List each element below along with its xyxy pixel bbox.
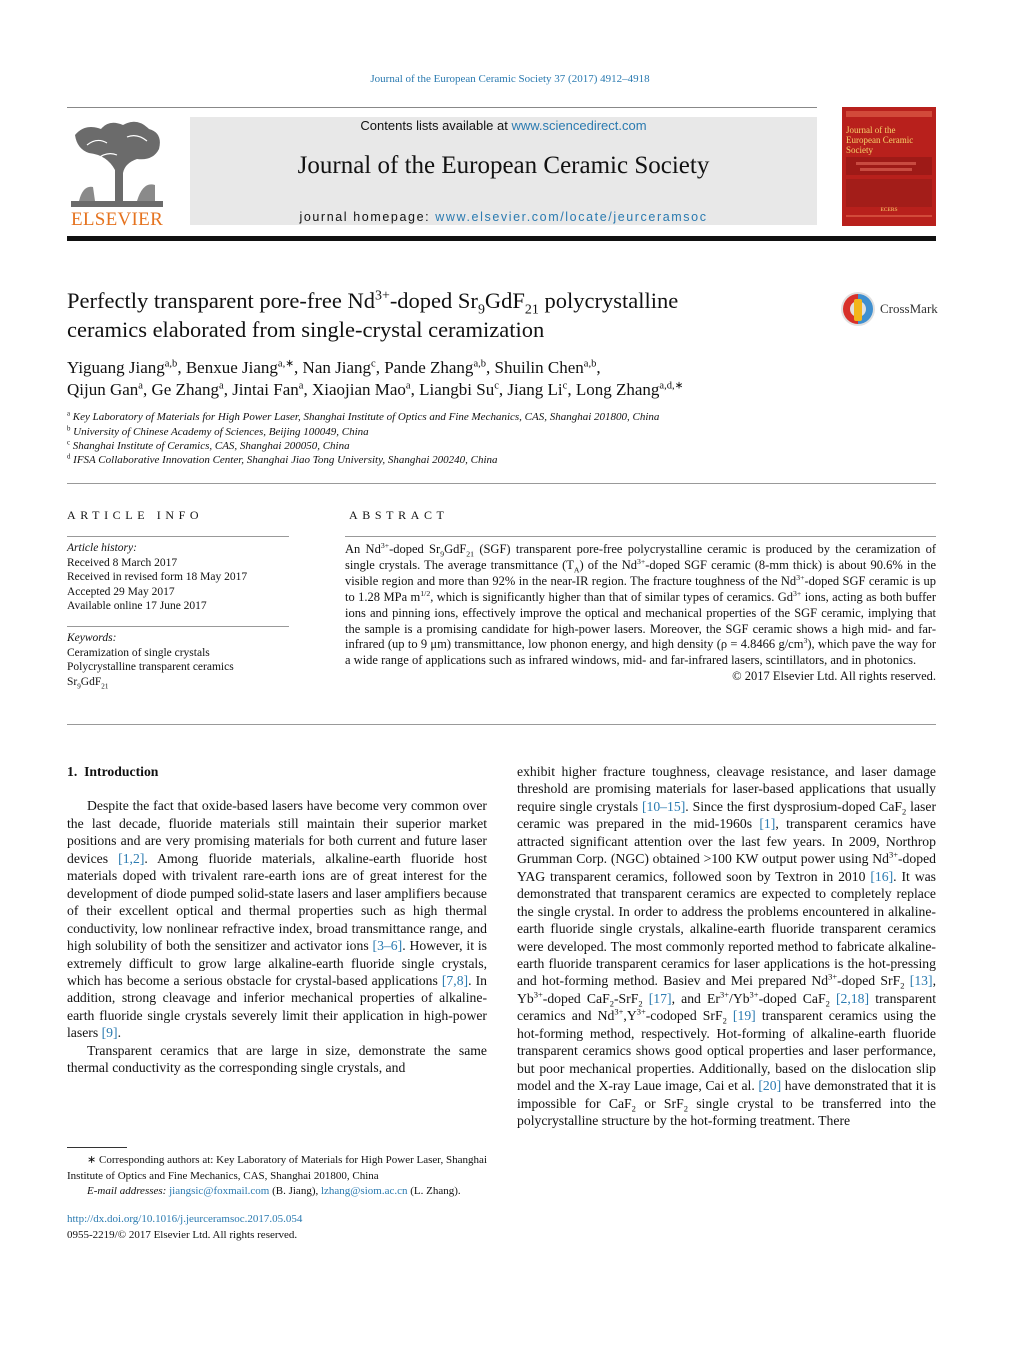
header-top-rule [67, 107, 817, 108]
affiliation-d: $^d$ IFSA Collaborative Innovation Center, Shanghai Jiao Tong University, Shanghai 200240, China [67, 453, 498, 466]
keywords-label: Keywords: [67, 632, 117, 644]
corresponding-author-footnote: ∗ Corresponding authors at: Key Laboratory of Materials for High Power Laser, Shanghai Institute of Optics and Fine Mechanics, CAS, Shanghai 201800, China E-mail addresses: jiangsic@foxmail.com (B. Jiang), lzhang@siom.ac.cn (L. Zhang). [67, 1154, 487, 1197]
body-column-left [67, 763, 487, 1077]
section-heading: 1. Introduction [67, 764, 159, 779]
crossmark-label: CrossMark [880, 301, 938, 316]
keyword-item: $Sr_9GdF_{21}$ [67, 675, 109, 691]
intro-paragraph-2-continued: exhibit higher fracture toughness, cleavage resistance, and laser damage threshold are promising materials for laser-based applications that usually require single crystals [10–15]. Since the first dysprosium-doped CaF$_2$ laser ceramic was prepared in the mid-1960s [1], transparent ceramics have attracted significant attention over the last few years. In 2009, Northrop Grumman Corp. (NGC) obtained >100 KW output power using $Nd^{3+}$-doped YAG transparent ceramics, followed soon by Textron in 2010 [16]. It was demonstrated that transparent ceramics are expected to completely replace the single crystal. In order to address the problems encountered in alkaline-earth fluoride single crystals, alkaline-earth fluoride transparent ceramics were developed. The most commonly reported method to fabricate alkaline-earth fluoride transparent ceramics for laser applications is the hot-pressing and hot-forming method. Basiev and Mei prepared $Nd^{3+}$-doped SrF$_2$ [13], $Yb^{3+}$-doped CaF$_2$-SrF$_2$ [17], and $Er^{3+}/Yb^{3+}$-doped CaF$_2$ [2,18] transparent ceramics and $Nd^{3+},Y^{3+}$-codoped SrF$_2$ [19] transparent ceramics using the hot-forming method, respectively. Hot-forming of alkaline-earth fluoride transparent ceramics shows good optical properties and laser performance, but poor mechanical properties. Additionally, based on the dislocation slip model and the X-ray Laue image, Cai et al. [20] have demonstrated that it is impossible for CaF$_2$ or SrF$_2$ single crystal to be transferred into the polycrystalline structure by the hot-forming treatment. There [517, 764, 937, 1129]
crossmark-badge[interactable] [840, 289, 940, 329]
homepage-prefix: journal homepage: [299, 210, 436, 224]
article-info-rule [67, 536, 289, 537]
crossmark-icon [840, 289, 880, 329]
author-list: Yiguang Jiang$^{a,b}$, Benxue Jiang$^{a,∗}$, Nan Jiang$^c$, Pande Zhang$^{a,b}$, Shuilin Chen$^{a,b}$, Qijun Gan$^a$, Ge Zhang$^a$, Jintai Fan$^a$, Xiaojian Mao$^a$, Liangbi Su$^c$, Jiang Li$^c$, Long Zhang$^{a,d,∗}$ [67, 358, 684, 399]
affiliation-c: $^c$ Shanghai Institute of Ceramics, CAS, Shanghai 200050, China [67, 439, 350, 452]
article-history [67, 541, 297, 614]
history-revised: Received in revised form 18 May 2017 [67, 571, 248, 584]
journal-reference-link[interactable]: Journal of the European Ceramic Society 37 (2017) 4912–4918 [370, 73, 650, 85]
issn-copyright: 0955-2219/© 2017 Elsevier Ltd. All rights reserved. [67, 1228, 298, 1241]
history-received: Received 8 March 2017 [67, 556, 178, 569]
cover-footer: ECERS [880, 207, 898, 213]
intro-paragraph-2: Transparent ceramics that are large in size, demonstrate the same thermal conductivity as the corresponding single crystals, and [67, 1042, 487, 1076]
abstract-heading: ABSTRACT [349, 508, 449, 522]
article-title: Perfectly transparent pore-free $Nd^{3+}$-doped $Sr_9GdF_{21}$ polycrystalline ceramics elaborated from single-crystal ceramization [67, 288, 679, 342]
keyword-item: Polycrystalline transparent ceramics [67, 661, 234, 674]
elsevier-logo [67, 115, 167, 230]
header-bottom-rule [67, 236, 936, 241]
doi-block [67, 1212, 487, 1243]
contents-prefix: Contents lists available at [360, 118, 512, 133]
affiliations-rule [67, 483, 936, 484]
keywords-rule [67, 626, 289, 627]
intro-paragraph-1: Despite the fact that oxide-based lasers have become very common over the last decade, fluoride materials still maintain their superior market positions and are very promising materials for both current and future laser devices [1,2]. Among fluoride materials, alkaline-earth fluoride host materials doped with trivalent rare-earth ions are of great interest for the development of diode pumped solid-state lasers and laser amplifiers because of their excellent optical and thermal properties such as high thermal conductivity, low nonlinear refractive index, broad transmittance range, and high solubility of both the sensitizer and activator ions [3–6]. However, it is extremely difficult to grow large alkaline-earth fluoride single crystals, which has become a serious obstacle for crystal-based applications [7,8]. In addition, strong cleavage and inferior mechanical properties of alkaline-earth fluoride single crystals severely limit their application in high-power lasers [9]. [67, 798, 488, 1041]
cover-title: Journal of the European Ceramic Society [846, 125, 914, 155]
contents-line [190, 118, 817, 133]
history-label: Article history: [67, 542, 137, 554]
email-link[interactable]: jiangsic@foxmail.com [169, 1185, 270, 1197]
sciencedirect-link[interactable]: www.sciencedirect.com [511, 118, 647, 133]
body-column-right [517, 763, 936, 1130]
abstract-copyright: © 2017 Elsevier Ltd. All rights reserved. [732, 669, 936, 684]
elsevier-wordmark: ELSEVIER [70, 209, 164, 230]
affiliation-a: $^a$ Key Laboratory of Materials for High Power Laser, Shanghai Institute of Optics and Fine Mechanics, CAS, Shanghai 201800, China [67, 410, 660, 423]
footnote-rule [67, 1147, 127, 1148]
affiliation-b: $^b$ University of Chinese Academy of Sciences, Beijing 100049, China [67, 425, 369, 438]
abstract-bottom-rule [67, 724, 936, 725]
keywords [67, 631, 297, 689]
doi-link[interactable]: http://dx.doi.org/10.1016/j.jeurceramsoc.2017.05.054 [67, 1213, 303, 1225]
journal-homepage-line [190, 210, 817, 224]
journal-title: Journal of the European Ceramic Society [297, 152, 710, 179]
journal-homepage-link[interactable]: www.elsevier.com/locate/jeurceramsoc [435, 210, 708, 224]
email-link[interactable]: lzhang@siom.ac.cn [320, 1185, 408, 1197]
abstract-body: An $Nd^{3+}$-doped $Sr_9GdF_{21}$ (SGF) transparent pore-free polycrystalline ceramic is produced by the ceramization of single crystals. The average transmittance $(T_A)$ of the $Nd^{3+}$-doped SGF ceramic (8-mm thick) is about 90.6% in the visible region and more than 92% in the near-IR region. The fracture toughness of the $Nd^{3+}$-doped SGF ceramic is up to 1.28 MPa $m^{1/2}$, which is significantly higher than that of similar types of ceramics. $Gd^{3+}$ ions, acting as both buffer ions and pinning ions, effectively improve the optical and mechanical properties of the SGF ceramic, implying that the sample is a promising candidate for high-power lasers. Moreover, the SGF ceramic shows a high mid- and far-infrared (up to 9 μm) transmittance, low phonon energy, and high density (ρ = 4.8466 $g/cm^3$), which pave the way for a wide range of applications such as infrared windows, mid- and far-infrared lasers, scintillators, and in photonics. © 2017 Elsevier Ltd. All rights reserved. [345, 540, 937, 684]
article-info-heading: ARTICLE INFO [67, 508, 204, 522]
journal-cover-thumbnail[interactable] [842, 107, 936, 226]
history-online: Available online 17 June 2017 [67, 600, 207, 613]
abstract-rule [345, 536, 936, 537]
history-accepted: Accepted 29 May 2017 [67, 585, 175, 598]
keyword-item: Ceramization of single crystals [67, 646, 210, 659]
